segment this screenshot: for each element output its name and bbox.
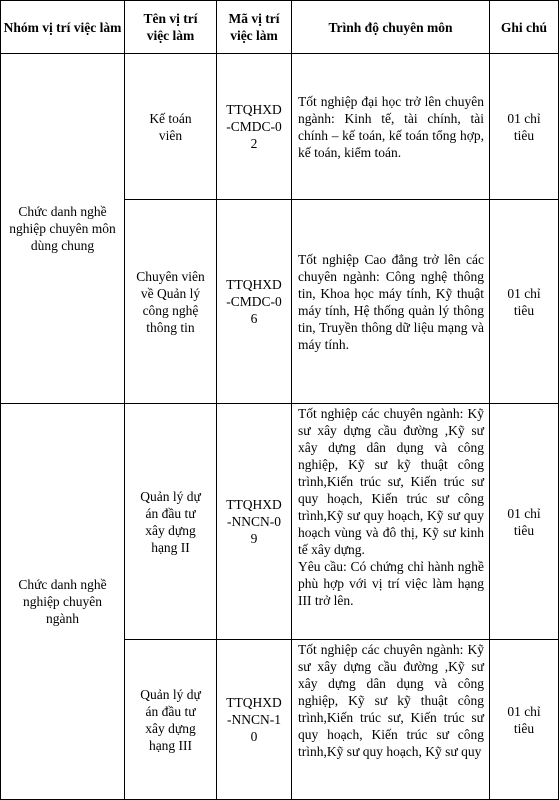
note-cell: 01 chỉ tiêu [490, 54, 559, 200]
note-cell: 01 chỉ tiêu [490, 200, 559, 404]
group-cell-specialized: Chức danh nghề nghiệp chuyên ngành [1, 404, 125, 800]
header-note: Ghi chú [490, 1, 559, 54]
note-cell: 01 chỉ tiêu [490, 404, 559, 640]
group-cell-general: Chức danh nghề nghiệp chuyên môn dùng chung [1, 54, 125, 404]
header-row [1, 1, 559, 54]
code-cell: TTQHXD-CMDC-06 [217, 200, 292, 404]
position-cell: Quản lý dự án đầu tư xây dựng hạng III [125, 640, 217, 800]
header-qualification: Trình độ chuyên môn [292, 1, 490, 54]
code-cell: TTQHXD-NNCN-09 [217, 404, 292, 640]
header-code: Mã vị trí việc làm [217, 1, 292, 54]
header-position: Tên vị trí việc làm [125, 1, 217, 54]
qualification-cell: Tốt nghiệp Cao đẳng trở lên các chuyên ngành: Công nghệ thông tin, Khoa học máy tính, Kỹ thuật máy tính, Hệ thống quản lý thông tin, Truyền thông dữ liệu mạng và máy tính. [292, 200, 490, 404]
position-cell: Quản lý dự án đầu tư xây dựng hạng II [125, 404, 217, 640]
table-row [1, 404, 559, 640]
table-row [1, 54, 559, 200]
qualification-cell [292, 404, 490, 640]
qualification-cell: Tốt nghiệp đại học trở lên chuyên ngành: Kinh tế, tài chính, tài chính – kế toán, kế toán tổng hợp, kế toán, kiểm toán. [292, 54, 490, 200]
code-cell: TTQHXD-NNCN-10 [217, 640, 292, 800]
qualification-text: Tốt nghiệp các chuyên ngành: Kỹ sư xây dựng cầu đường ,Kỹ sư xây dựng dân dụng và công nghiệp, Kỹ sư kỹ thuật công trình,Kiến trúc sư, Kiến trúc sư quy hoạch, Kiến trúc sư công trình,Kỹ sư quy hoạch, Kỹ sư quy hoạch vùng và đô thị, Kỹ sư kinh tế xây dựng. [298, 406, 484, 557]
header-group: Nhóm vị trí việc làm [1, 1, 125, 54]
position-cell: Chuyên viên về Quản lý công nghệ thông tin [125, 200, 217, 404]
requirement-text: Yêu cầu: Có chứng chỉ hành nghề phù hợp với vị trí việc làm hạng III trở lên. [298, 559, 484, 608]
qualification-cell: Tốt nghiệp các chuyên ngành: Kỹ sư xây dựng cầu đường ,Kỹ sư xây dựng dân dụng và công nghiệp, Kỹ sư kỹ thuật công trình,Kiến trúc sư, Kiến trúc sư quy hoạch, Kiến trúc sư công trình,Kỹ sư quy hoạch, Kỹ sư quy [292, 640, 490, 800]
note-cell: 01 chỉ tiêu [490, 640, 559, 800]
position-cell: Kế toán viên [125, 54, 217, 200]
code-cell: TTQHXD-CMDC-02 [217, 54, 292, 200]
